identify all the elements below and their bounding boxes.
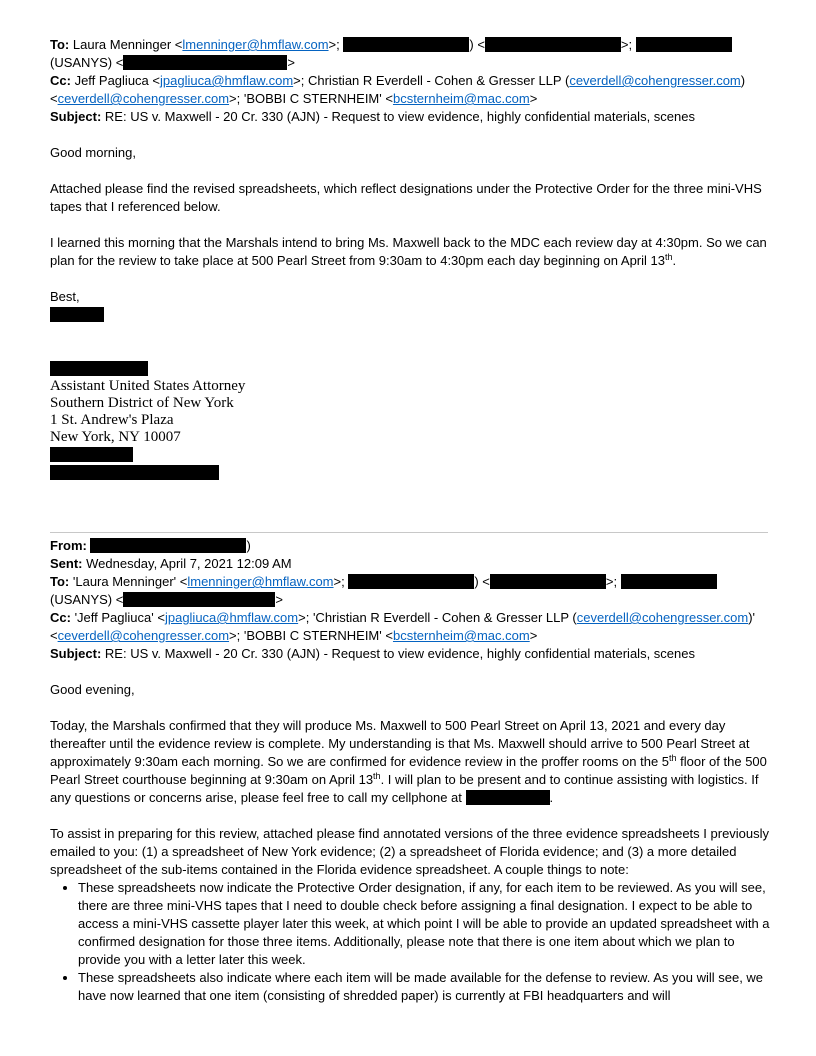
greeting: Good evening, [50, 682, 135, 697]
redaction [50, 447, 133, 462]
cc-name: 'BOBBI C STERNHEIM' [243, 628, 382, 643]
from-label: From: [50, 538, 87, 553]
signature-block [50, 360, 770, 482]
cc-name: 'Jeff Pagliuca' [74, 610, 154, 625]
redaction [123, 592, 275, 607]
body-text: Today, the Marshals confirmed that they will produce Ms. Maxwell to 500 Pearl Street on April 13, 2021 and every day thereafter until the evidence review is complete. My understanding is that Ms. Maxwell should arrive to 500 Pearl Street at approximately 9:30am each morning. So we are confirmed for evidence review in the proffer rooms on the 5 [50, 718, 750, 769]
redaction [50, 306, 770, 324]
redaction [90, 538, 246, 553]
sent-label: Sent: [50, 556, 83, 571]
signature-office: Southern District of New York [50, 395, 234, 411]
cc-name: 'BOBBI C STERNHEIM' [243, 91, 382, 106]
email-page [50, 36, 770, 1005]
redaction [348, 574, 474, 589]
email2-cc-line: Cc: 'Jeff Pagliuca' <jpagliuca@hmflaw.com>; 'Christian R Everdell - Cohen & Gresser LLP (ceverdell@cohengresser.com)' <ceverdell@cohengresser.com>; 'BOBBI C STERNHEIM' <bcsternheim@mac.com> [50, 610, 756, 643]
redaction [123, 55, 287, 70]
usanys-label: (USANYS) [50, 55, 113, 70]
redaction [490, 574, 606, 589]
subject-label: Subject: [50, 646, 102, 661]
redaction [343, 37, 469, 52]
body-text: I learned this morning that the Marshals intend to bring Ms. Maxwell back to the MDC each review day at 4:30pm. So we can plan for the review to take place at 500 Pearl Street from 9:30am to 4:30pm each day beginning on April 13 [50, 235, 767, 268]
list-item: • These spreadsheets now indicate the Protective Order designation, if any, for each item to be reviewed. As you will see, there are three mini-VHS tapes that I need to double check before assigning a final designation. I expect to be able to access a mini-VHS cassette player later this week, at which point I will be able to provide an updated spreadsheet with a confirmed designation for those three items. Additionally, please note that there is one item about which we plan to provide you with a letter later this week. [78, 879, 770, 969]
body-paragraph: To assist in preparing for this review, attached please find annotated versions of the three evidence spreadsheets I previously emailed to you: (1) a spreadsheet of New York evidence; (2) a spreadsheet of Florida evidence; and (3) a more detailed spreadsheet of the sub-items contained in the Florida evidence spreadsheet. A couple things to note: [50, 826, 770, 877]
redaction [466, 790, 550, 805]
signature-title: Assistant United States Attorney [50, 378, 246, 394]
bullet-list [50, 879, 770, 1005]
email1-subject-line [50, 108, 770, 126]
to-email-link[interactable]: lmenninger@hmflaw.com [187, 574, 334, 589]
cc-email-link[interactable]: bcsternheim@mac.com [392, 91, 530, 106]
email2-sent-line [50, 555, 770, 573]
redaction [485, 37, 621, 52]
superscript: th [665, 252, 673, 262]
email2-from-line: From: ) [50, 538, 251, 553]
to-name: Laura Menninger [72, 37, 172, 52]
body-text: floor of the 500 Pearl Street courthouse beginning at 9:30am on April 13 [50, 754, 767, 787]
superscript: th [373, 771, 381, 781]
redaction [50, 361, 148, 376]
body-paragraph [50, 234, 770, 270]
cc-email-link[interactable]: ceverdell@cohengresser.com [569, 73, 741, 88]
to-email-link[interactable]: lmenninger@hmflaw.com [182, 37, 329, 52]
signature-city: New York, NY 10007 [50, 429, 181, 445]
redaction [50, 465, 219, 480]
body-paragraph [50, 717, 770, 807]
body-text: . I will plan to be present and to continue assisting with logistics. If any questions or concerns arise, please feel free to call my cellphone at [50, 772, 759, 805]
body-text: . [672, 253, 677, 268]
email2-to-line: To: 'Laura Menninger' <lmenninger@hmflaw.com>; ) < >; (USANYS) < > [50, 573, 770, 609]
email1-cc-line: Cc: Jeff Pagliuca <jpagliuca@hmflaw.com>; Christian R Everdell - Cohen & Gresser LLP (ceverdell@cohengresser.com) <ceverdell@cohengresser.com>; 'BOBBI C STERNHEIM' <bcsternheim@mac.com> [50, 73, 746, 106]
redaction [621, 574, 717, 589]
cc-label: Cc: [50, 610, 71, 625]
list-item: • These spreadsheets also indicate where each item will be made available for the defense to review. As you will see, we have now learned that one item (consisting of shredded paper) is currently at FBI headquarters and will [78, 969, 770, 1005]
cc-name: Christian R Everdell - Cohen & Gresser LLP [307, 73, 562, 88]
email2-subject-line [50, 645, 770, 663]
sent-date: Wednesday, April 7, 2021 12:09 AM [86, 556, 292, 571]
superscript: th [669, 753, 677, 763]
subject-text: RE: US v. Maxwell - 20 Cr. 330 (AJN) - Request to view evidence, highly confidential materials, scenes [104, 646, 695, 661]
body-paragraph: Attached please find the revised spreadsheets, which reflect designations under the Protective Order for the three mini-VHS tapes that I referenced below. [50, 181, 762, 214]
subject-text: RE: US v. Maxwell - 20 Cr. 330 (AJN) - Request to view evidence, highly confidential materials, scenes [104, 109, 695, 124]
body-text: . [549, 790, 554, 805]
usanys-label: (USANYS) [50, 592, 113, 607]
email1-to-line: To: Laura Menninger <lmenninger@hmflaw.com>; ) < >; (USANYS) < > [50, 36, 770, 72]
subject-label: Subject: [50, 109, 102, 124]
to-name: 'Laura Menninger' [72, 574, 177, 589]
to-label: To: [50, 37, 70, 52]
cc-email-link[interactable]: jpagliuca@hmflaw.com [164, 610, 299, 625]
cc-email-link[interactable]: bcsternheim@mac.com [392, 628, 530, 643]
cc-name: Jeff Pagliuca [74, 73, 149, 88]
cc-email-link[interactable]: jpagliuca@hmflaw.com [160, 73, 294, 88]
signature-address: 1 St. Andrew's Plaza [50, 412, 174, 428]
cc-email-link[interactable]: ceverdell@cohengresser.com [576, 610, 749, 625]
cc-label: Cc: [50, 73, 71, 88]
cc-name: 'Christian R Everdell - Cohen & Gresser LLP [312, 610, 569, 625]
redaction [636, 37, 732, 52]
closing: Best, [50, 289, 80, 304]
greeting: Good morning, [50, 145, 136, 160]
cc-email-link[interactable]: ceverdell@cohengresser.com [57, 91, 230, 106]
to-label: To: [50, 574, 70, 589]
cc-email-link[interactable]: ceverdell@cohengresser.com [57, 628, 230, 643]
